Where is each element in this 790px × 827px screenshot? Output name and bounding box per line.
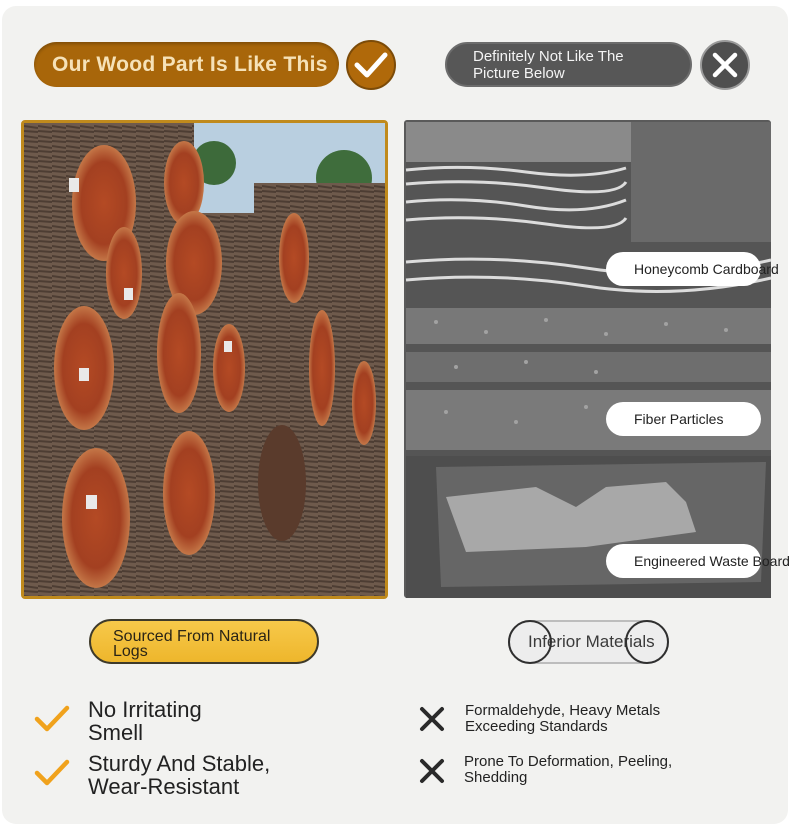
- feature-good-1-line1: No Irritating: [88, 697, 202, 722]
- inferior-materials-caption: [508, 620, 669, 664]
- inferior-materials-image: [404, 120, 790, 598]
- x-icon: [418, 757, 446, 785]
- check-badge: [346, 40, 396, 90]
- tag-fiber-particles: [606, 402, 761, 436]
- x-badge: [700, 40, 750, 90]
- logs-pile-icon: [24, 123, 385, 596]
- x-icon: [418, 705, 446, 733]
- feature-good-2: [34, 752, 270, 798]
- feature-bad-1-line1: Formaldehyde, Heavy Metals: [465, 702, 661, 719]
- feature-bad-2-line1: Prone To Deformation, Peeling,: [464, 753, 673, 770]
- feature-good-2-line1: Sturdy And Stable,: [88, 751, 271, 776]
- close-icon: [711, 51, 739, 79]
- bad-header-pill: [445, 42, 692, 87]
- good-header-label: Our Wood Part Is Like This: [52, 52, 328, 76]
- check-icon: [34, 704, 70, 734]
- check-icon: [354, 51, 388, 79]
- feature-good-2-line2: Wear-Resistant: [88, 774, 240, 799]
- feature-good-1-line2: Smell: [88, 720, 144, 745]
- feature-bad-2-text: [464, 754, 672, 786]
- tag-honeycomb-label: Honeycomb Cardboard: [634, 261, 779, 277]
- board-cross-sections-icon: [406, 122, 771, 598]
- bad-header-label: Definitely Not Like The Picture Below: [473, 47, 624, 82]
- inferior-materials-label: Inferior Materials: [528, 632, 655, 651]
- tag-fiber-label: Fiber Particles: [634, 411, 724, 427]
- ring-left-decoration: [508, 620, 552, 664]
- feature-bad-1: [418, 703, 660, 735]
- tag-honeycomb-cardboard: [606, 252, 779, 286]
- hardwood-logs-image: [21, 120, 388, 599]
- feature-bad-1-line2: Exceeding Standards: [465, 718, 608, 735]
- feature-bad-2: [418, 754, 672, 786]
- ring-right-decoration: [625, 620, 669, 664]
- feature-good-1-text: [88, 698, 202, 744]
- feature-good-2-text: [88, 752, 270, 798]
- feature-good-1: [34, 698, 202, 744]
- tag-engineered-waste-board: [606, 544, 790, 578]
- feature-bad-1-text: [465, 703, 660, 735]
- tag-waste-board-label: Engineered Waste Board: [634, 553, 790, 569]
- good-header-pill: [34, 42, 339, 87]
- feature-bad-2-line2: Shedding: [464, 769, 528, 786]
- natural-logs-caption: [89, 619, 319, 664]
- check-icon: [34, 758, 70, 788]
- natural-logs-label: Sourced From Natural Logs: [113, 628, 271, 660]
